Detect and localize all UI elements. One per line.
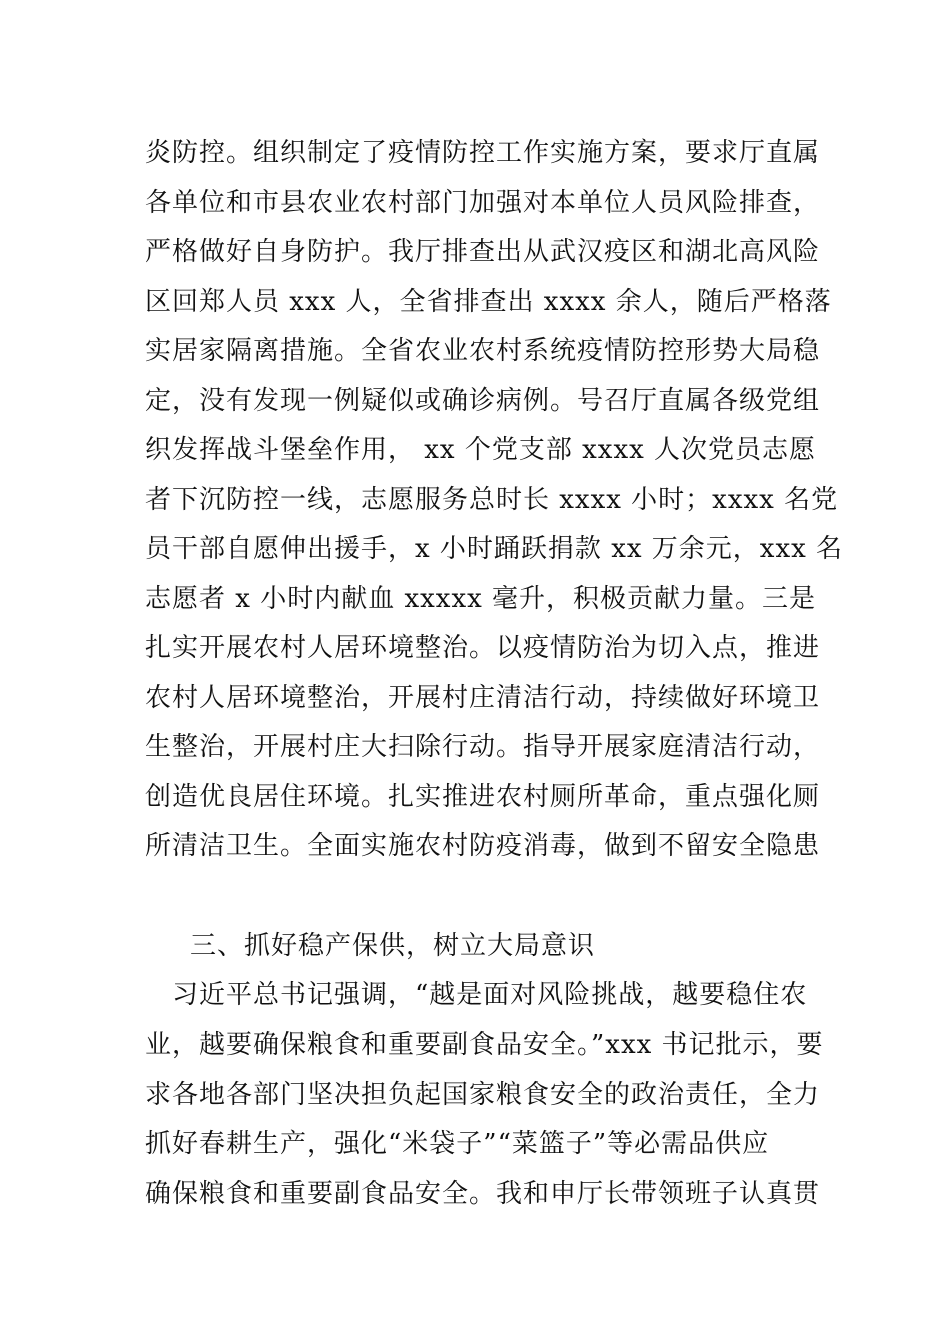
paragraph-line: 者下沉防控一线，志愿服务总时长 xxxx 小时；xxxx 名党 — [145, 485, 839, 515]
paragraph-line: 创造优良居住环境。扎实推进农村厕所革命，重点强化厕 — [145, 782, 821, 812]
paragraph-line: 所清洁卫生。全面实施农村防疫消毒，做到不留安全隐患 — [145, 831, 821, 861]
section-heading: 三、抓好稳产保供，树立大局意识 — [190, 931, 596, 961]
paragraph-line: 志愿者 x 小时内献血 xxxxx 毫升，积极贡献力量。三是 — [145, 584, 817, 614]
paragraph-line: 织发挥战斗堡垒作用， xx 个党支部 xxxx 人次党员志愿 — [145, 435, 817, 465]
paragraph-line: 严格做好自身防护。我厅排查出从武汉疫区和湖北高风险 — [145, 237, 821, 267]
paragraph-line: 业，越要确保粮食和重要副食品安全。”xxx 书记批示，要 — [145, 1030, 824, 1060]
paragraph-line: 员干部自愿伸出援手，x 小时踊跃捐款 xx 万余元，xxx 名 — [145, 534, 844, 564]
paragraph-line: 农村人居环境整治，开展村庄清洁行动，持续做好环境卫 — [145, 683, 821, 713]
paragraph-line: 扎实开展农村人居环境整治。以疫情防治为切入点，推进 — [145, 633, 821, 663]
paragraph-line: 习近平总书记强调，“越是面对风险挑战，越要稳住农 — [172, 980, 808, 1010]
paragraph-line: 求各地各部门坚决担负起国家粮食安全的政治责任，全力 — [145, 1080, 821, 1110]
paragraph-line: 确保粮食和重要副食品安全。我和申厅长带领班子认真贯 — [145, 1179, 821, 1209]
paragraph-line: 生整治，开展村庄大扫除行动。指导开展家庭清洁行动， — [145, 732, 821, 762]
paragraph-line: 抓好春耕生产，强化“米袋子”“菜篮子”等必需品供应 — [145, 1129, 770, 1159]
paragraph-line: 定，没有发现一例疑似或确诊病例。号召厅直属各级党组 — [145, 386, 821, 416]
paragraph-line: 区回郑人员 xxx 人，全省排查出 xxxx 余人，随后严格落 — [145, 287, 832, 317]
paragraph-line: 实居家隔离措施。全省农业农村系统疫情防控形势大局稳 — [145, 336, 821, 366]
paragraph-line: 各单位和市县农业农村部门加强对本单位人员风险排查， — [145, 188, 821, 218]
paragraph-line: 炎防控。组织制定了疫情防控工作实施方案，要求厅直属 — [145, 138, 821, 168]
